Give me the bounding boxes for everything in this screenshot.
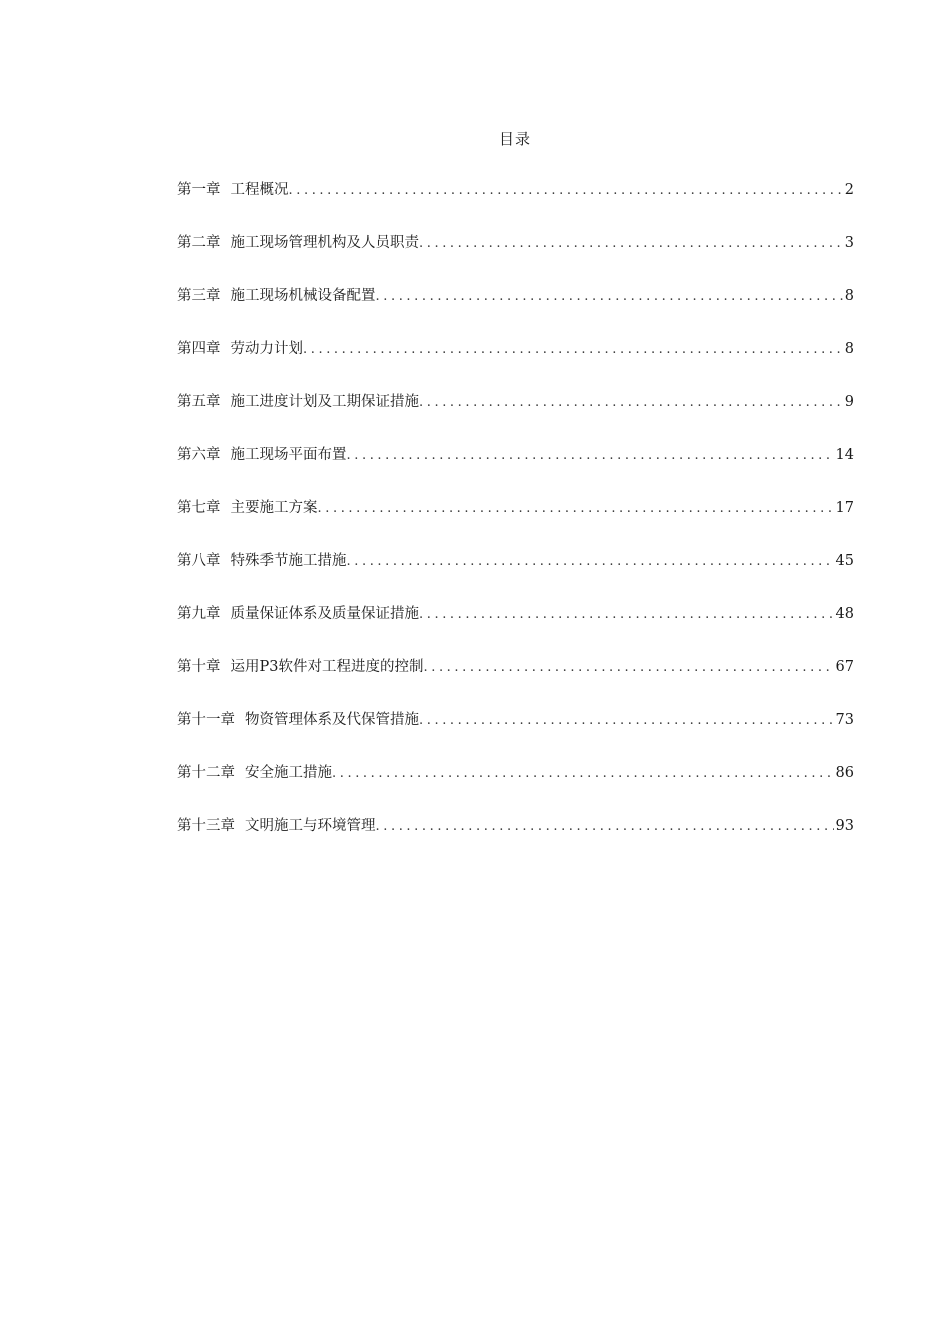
toc-dot-leader <box>419 391 843 415</box>
toc-page-number: 14 <box>835 447 854 463</box>
toc-chapter-number: 第八章 <box>177 553 221 569</box>
toc-chapter-heading: 施工进度计划及工期保证措施 <box>230 394 419 410</box>
toc-dot-leader <box>347 550 834 574</box>
toc-chapter-heading: 特殊季节施工措施 <box>230 553 347 569</box>
toc-entry <box>177 178 854 231</box>
toc-dot-leader <box>303 338 843 362</box>
toc-dot-leader <box>332 762 834 786</box>
toc-chapter-number: 第十二章 <box>177 765 235 781</box>
toc-entry <box>177 496 854 549</box>
toc-chapter-number: 第七章 <box>177 500 221 516</box>
toc-page-number: 2 <box>844 182 854 198</box>
toc-entry <box>177 443 854 496</box>
toc-chapter-number: 第九章 <box>177 606 221 622</box>
toc-chapter-number: 第四章 <box>177 341 221 357</box>
toc-chapter-number: 第三章 <box>177 288 221 304</box>
toc-chapter-number: 第十章 <box>177 659 221 675</box>
toc-entry <box>177 337 854 390</box>
toc-chapter-heading: 运用P3软件对工程进度的控制 <box>230 659 424 675</box>
toc-dot-leader <box>347 444 834 468</box>
toc-chapter-number: 第五章 <box>177 394 221 410</box>
toc-chapter-heading: 施工现场平面布置 <box>230 447 347 463</box>
toc-dot-leader <box>419 603 834 627</box>
toc-chapter-heading: 主要施工方案 <box>230 500 318 516</box>
toc-entry <box>177 708 854 761</box>
toc-page-number: 17 <box>835 500 854 516</box>
toc-chapter-number: 第十一章 <box>177 712 235 728</box>
toc-chapter-heading: 工程概况 <box>230 182 289 198</box>
toc-chapter-heading: 施工现场机械设备配置 <box>230 288 376 304</box>
toc-list <box>177 178 854 867</box>
toc-title: 目录 <box>498 130 531 148</box>
toc-entry <box>177 390 854 443</box>
toc-chapter-number: 第十三章 <box>177 818 235 834</box>
toc-chapter-number: 第二章 <box>177 235 221 251</box>
toc-chapter-heading: 安全施工措施 <box>245 765 332 781</box>
toc-chapter-heading: 文明施工与环境管理 <box>245 818 376 834</box>
toc-page-number: 9 <box>844 394 854 410</box>
toc-dot-leader <box>318 497 834 521</box>
toc-page-number: 67 <box>835 659 854 675</box>
toc-chapter-heading: 劳动力计划 <box>230 341 303 357</box>
toc-page-number: 8 <box>844 341 854 357</box>
toc-entry <box>177 549 854 602</box>
toc-chapter-number: 第六章 <box>177 447 221 463</box>
toc-chapter-heading: 质量保证体系及质量保证措施 <box>230 606 419 622</box>
toc-entry <box>177 761 854 814</box>
toc-chapter-number: 第一章 <box>177 182 221 198</box>
toc-page-number: 45 <box>835 553 854 569</box>
toc-dot-leader <box>289 179 843 203</box>
toc-dot-leader <box>423 656 833 680</box>
toc-chapter-heading: 施工现场管理机构及人员职责 <box>230 235 419 251</box>
toc-page-number: 3 <box>844 235 854 251</box>
toc-page-number: 93 <box>835 818 854 834</box>
toc-entry <box>177 814 854 867</box>
toc-page-number: 48 <box>835 606 854 622</box>
toc-entry <box>177 231 854 284</box>
toc-page-number: 86 <box>835 765 854 781</box>
toc-dot-leader <box>376 815 834 839</box>
toc-dot-leader <box>419 709 834 733</box>
toc-entry <box>177 602 854 655</box>
toc-chapter-heading: 物资管理体系及代保管措施 <box>245 712 419 728</box>
toc-dot-leader <box>419 232 843 256</box>
toc-entry <box>177 284 854 337</box>
toc-dot-leader <box>376 285 843 309</box>
toc-page-number: 8 <box>844 288 854 304</box>
toc-page-number: 73 <box>835 712 854 728</box>
toc-entry <box>177 655 854 708</box>
